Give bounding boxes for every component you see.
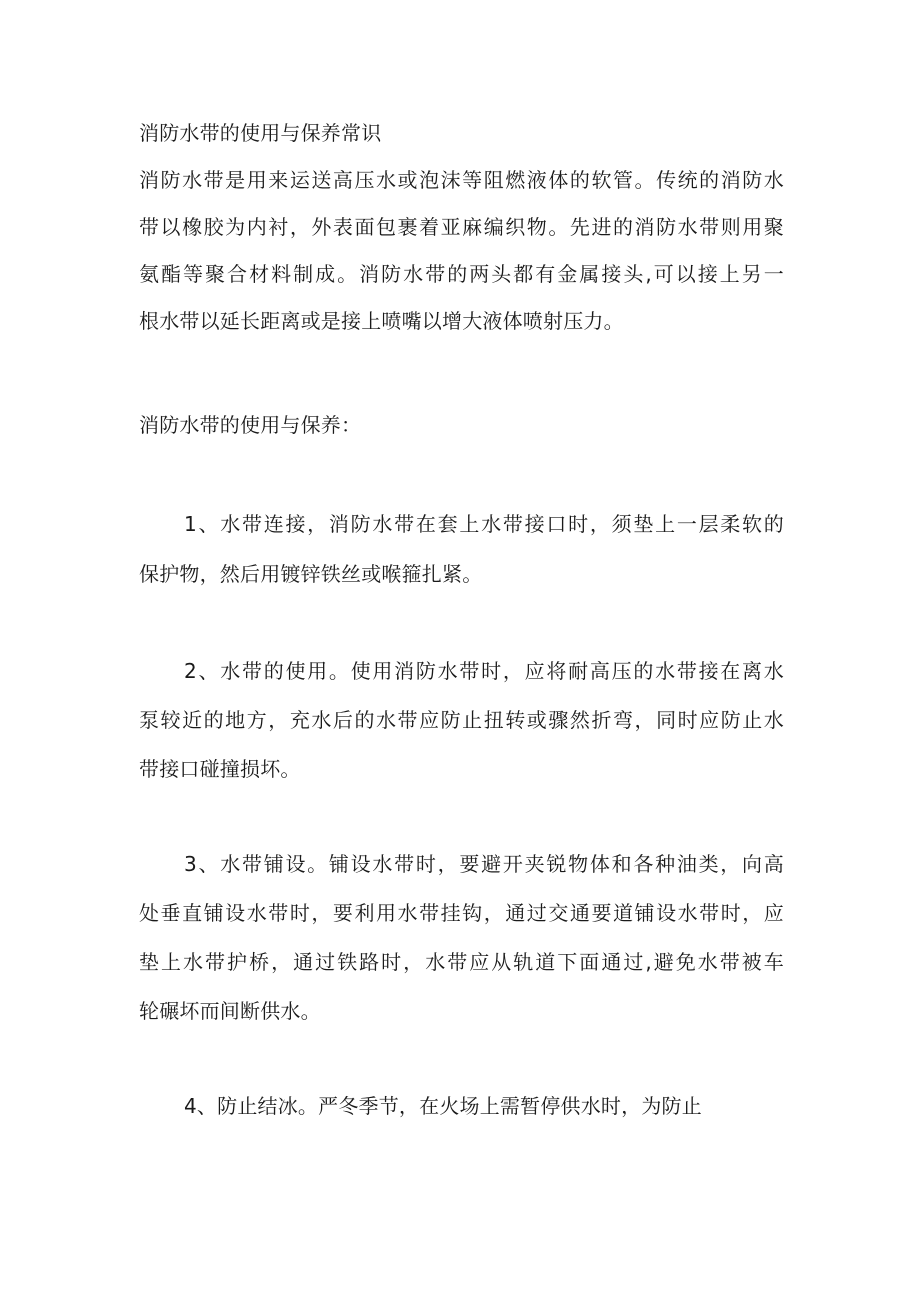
section-heading-block — [139, 408, 784, 443]
list-item-2 — [139, 654, 784, 787]
section-heading: 消防水带的使用与保养： — [139, 413, 362, 437]
intro-paragraph — [139, 163, 784, 339]
intro-line: 氨酯等聚合材料制成。消防水带的两头都有金属接头,可以接上另一 — [139, 262, 784, 286]
intro-line: 根水带以延长距离或是接上喷嘴以增大液体喷射压力。 — [139, 309, 624, 333]
intro-line: 带以橡胶为内衬，外表面包裹着亚麻编织物。先进的消防水带则用聚 — [139, 215, 784, 239]
list-item-1 — [139, 507, 784, 592]
list-item-line: 垫上水带护桥，通过铁路时，水带应从轨道下面通过,避免水带被车 — [139, 950, 784, 974]
document-title: 消防水带的使用与保养常识 — [139, 121, 382, 145]
list-item-line: 轮碾坏而间断供水。 — [139, 999, 321, 1023]
list-item-line: 保护物，然后用镀锌铁丝或喉箍扎紧。 — [139, 562, 483, 586]
list-item-3 — [139, 847, 784, 1029]
list-item-line: 3、水带铺设。铺设水带时，要避开夹锐物体和各种油类，向高 — [184, 852, 784, 876]
list-item-line: 2、水带的使用。使用消防水带时，应将耐高压的水带接在离水 — [184, 659, 784, 683]
document-title-block — [139, 116, 784, 151]
list-item-line: 带接口碰撞损坏。 — [139, 757, 301, 781]
list-item-line: 1、水带连接，消防水带在套上水带接口时，须垫上一层柔软的 — [184, 512, 784, 536]
list-item-4 — [139, 1089, 784, 1124]
list-item-line: 4、防止结冰。严冬季节，在火场上需暂停供水时，为防止 — [184, 1094, 702, 1118]
intro-line: 消防水带是用来运送高压水或泡沫等阻燃液体的软管。传统的消防水 — [139, 168, 784, 192]
list-item-line: 处垂直铺设水带时，要利用水带挂钩，通过交通要道铺设水带时，应 — [139, 901, 784, 925]
list-item-line: 泵较近的地方，充水后的水带应防止扭转或骤然折弯，同时应防止水 — [139, 708, 784, 732]
